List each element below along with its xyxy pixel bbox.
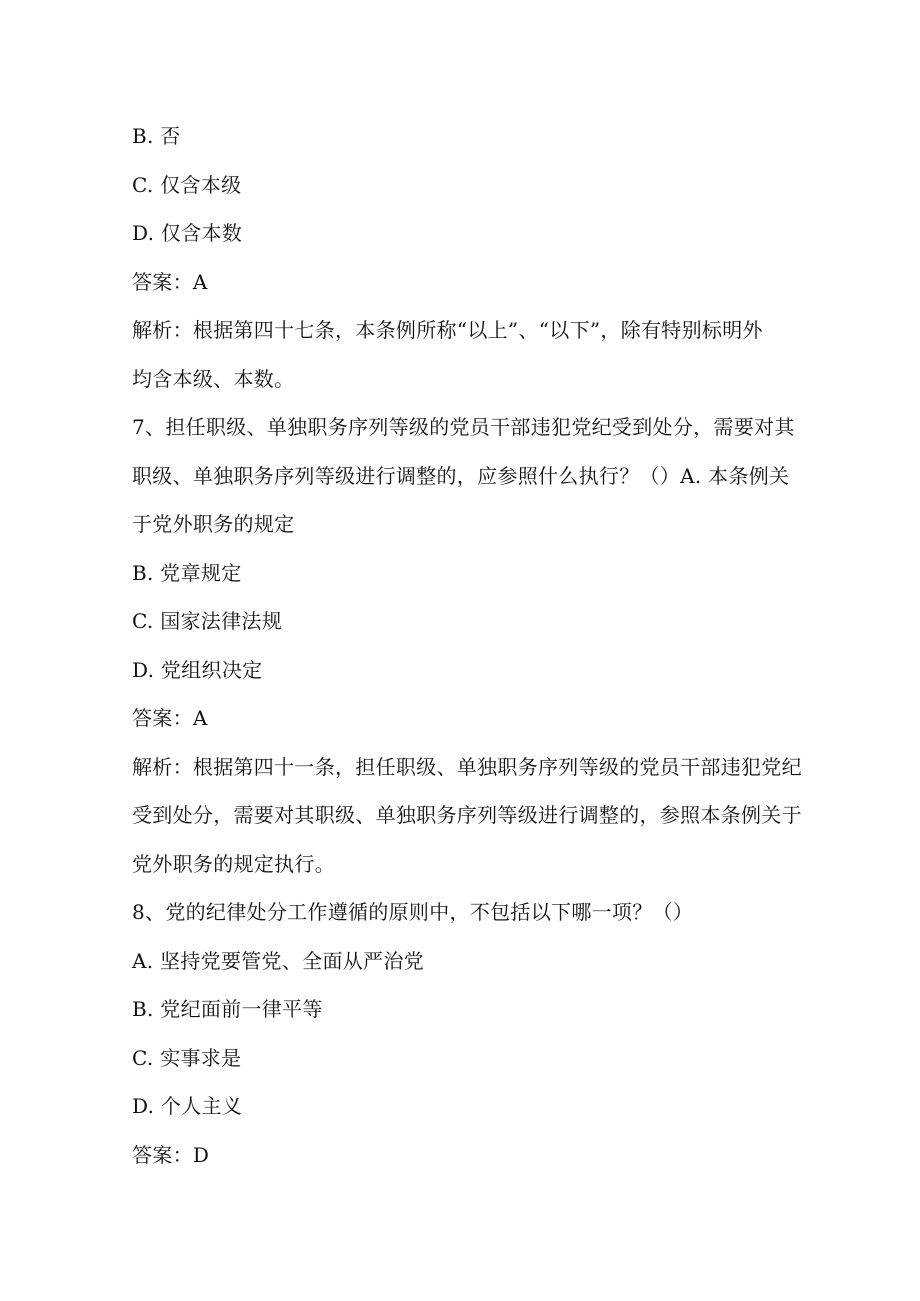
- option-d-q7: D. 党组织决定: [132, 657, 263, 682]
- answer-q6: 答案：A: [132, 269, 208, 294]
- explanation-q7-line-2: 受到处分，需要对其职级、单独职务序列等级进行调整的，参照本条例关于: [132, 803, 802, 827]
- option-b-q8: B. 党纪面前一律平等: [132, 997, 323, 1021]
- explanation-q6-line-1: 解析：根据第四十七条，本条例所称“以上”、“以下”，除有特别标明外: [132, 318, 763, 342]
- option-b-q7: B. 党章规定: [132, 560, 242, 585]
- option-d-q8: D. 个人主义: [132, 1094, 243, 1118]
- option-d-q6: D. 仅含本数: [132, 221, 243, 245]
- option-c-q7: C. 国家法律法规: [132, 609, 283, 633]
- question-7-line-1: 7、担任职级、单独职务序列等级的党员干部违犯党纪受到处分，需要对其: [132, 415, 795, 439]
- explanation-q7-line-3: 党外职务的规定执行。: [132, 851, 335, 876]
- question-7-line-2: 职级、单独职务序列等级进行调整的，应参照什么执行？（）A. 本条例关: [132, 463, 790, 488]
- document-page: [132, 112, 802, 1179]
- option-b-q6: B. 否: [132, 124, 181, 148]
- answer-q8: 答案：D: [132, 1142, 210, 1167]
- explanation-q7-line-1: 解析：根据第四十一条，担任职级、单独职务序列等级的党员干部违犯党纪: [132, 754, 802, 779]
- explanation-q6-line-2: 均含本级、本数。: [132, 366, 295, 391]
- question-7-line-3: 于党外职务的规定: [132, 512, 295, 536]
- answer-q7: 答案：A: [132, 706, 208, 730]
- option-c-q8: C. 实事求是: [132, 1045, 242, 1070]
- option-a-q8: A. 坚持党要管党、全面从严治党: [132, 948, 424, 973]
- question-8: 8、党的纪律处分工作遵循的原则中，不包括以下哪一项？（）: [132, 900, 694, 924]
- option-c-q6: C. 仅含本级: [132, 172, 242, 197]
